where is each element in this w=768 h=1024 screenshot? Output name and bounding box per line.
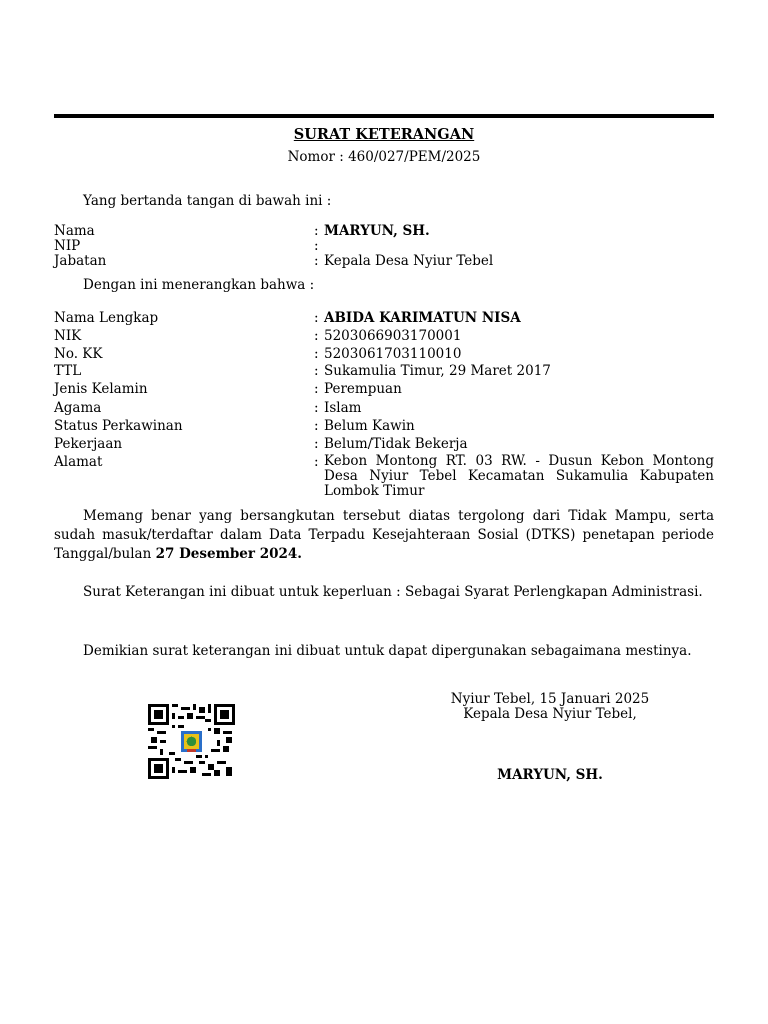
statement-text: Dengan ini menerangkan bahwa : (83, 277, 315, 293)
field-value: Sukamulia Timur, 29 Maret 2017 (324, 363, 551, 379)
intro-text: Yang bertanda tangan di bawah ini : (83, 193, 332, 209)
field-colon: : (314, 328, 319, 344)
paragraph-status (54, 507, 714, 564)
field-label: Jenis Kelamin (54, 381, 148, 397)
field-value: Belum Kawin (324, 418, 415, 434)
field-colon: : (314, 436, 319, 452)
letter-number: Nomor : 460/027/PEM/2025 (287, 149, 481, 165)
field-colon: : (314, 363, 319, 379)
paragraph-status-text: Memang benar yang bersangkutan tersebut diatas tergolong dari Tidak Mampu, serta sudah masuk/terdaftar dalam Data Terpadu Kesejahteraan Sosial (DTKS) penetapan periode Tanggal/bulan (54, 508, 714, 562)
field-label: No. KK (54, 346, 103, 362)
qr-code (148, 704, 235, 779)
field-colon: : (314, 238, 319, 254)
paragraph-closing (54, 642, 714, 661)
field-value: MARYUN, SH. (324, 223, 430, 239)
address-value: Kebon Montong RT. 03 RW. - Dusun Kebon Montong Desa Nyiur Tebel Kecamatan Sukamulia Kabupaten Lombok Timur (324, 453, 714, 499)
field-colon: : (314, 381, 319, 397)
field-value: Kepala Desa Nyiur Tebel (324, 253, 494, 269)
letter-title: SURAT KETERANGAN (293, 126, 475, 143)
signer-position: Kepala Desa Nyiur Tebel, (463, 706, 637, 722)
field-label: Nama Lengkap (54, 310, 159, 326)
place-date: Nyiur Tebel, 15 Januari 2025 (450, 691, 650, 707)
emblem-icon (181, 731, 202, 752)
paragraph-status-date: 27 Desember 2024. (155, 546, 302, 562)
field-value: Belum/Tidak Bekerja (324, 436, 468, 452)
field-label: Jabatan (54, 253, 107, 269)
field-label: NIK (54, 328, 82, 344)
field-colon: : (314, 418, 319, 434)
field-colon: : (314, 346, 319, 362)
field-colon: : (314, 310, 319, 326)
paragraph-closing-text: Demikian surat keterangan ini dibuat untuk dapat dipergunakan sebagaimana mestinya. (83, 643, 692, 659)
field-value: ABIDA KARIMATUN NISA (324, 310, 521, 326)
field-colon: : (314, 400, 319, 416)
field-value: 5203066903170001 (324, 328, 462, 344)
field-value: 5203061703110010 (324, 346, 462, 362)
field-label: NIP (54, 238, 81, 254)
field-label: Pekerjaan (54, 436, 123, 452)
field-label: Alamat (54, 454, 103, 470)
field-value: Islam (324, 400, 362, 416)
paragraph-purpose-text: Surat Keterangan ini dibuat untuk keperluan : Sebagai Syarat Perlengkapan Administrasi. (83, 584, 703, 600)
signer-name: MARYUN, SH. (497, 767, 603, 783)
field-label: TTL (54, 363, 82, 379)
field-colon: : (314, 454, 319, 470)
field-colon: : (314, 253, 319, 269)
header-rule (54, 114, 714, 118)
field-value: Perempuan (324, 381, 402, 397)
field-label: Status Perkawinan (54, 418, 183, 434)
field-colon: : (314, 223, 319, 239)
field-label: Agama (54, 400, 102, 416)
field-label: Nama (54, 223, 95, 239)
paragraph-purpose (54, 583, 714, 602)
